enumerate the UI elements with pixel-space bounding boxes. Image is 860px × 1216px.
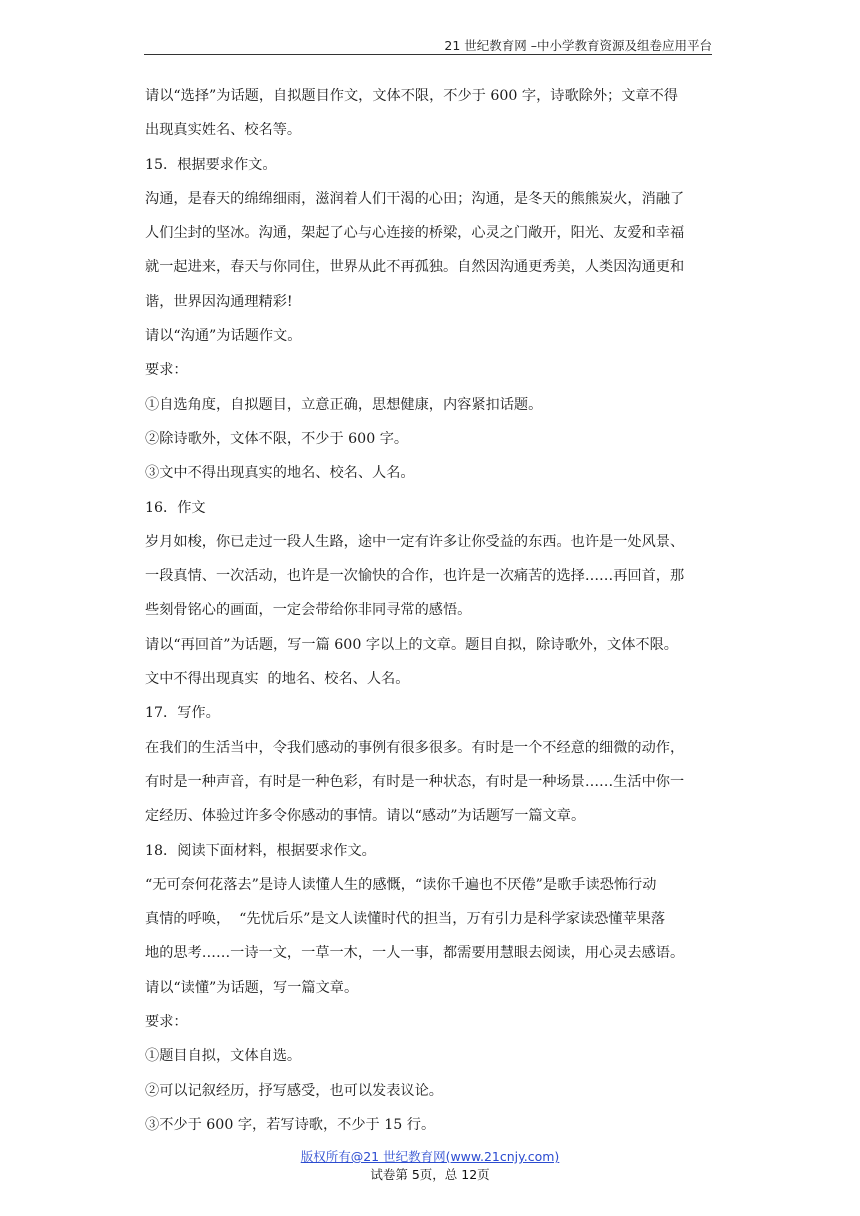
text-line: 请以“读懂”为话题，写一篇文章。 <box>145 979 359 996</box>
question-heading: 16．作文 <box>145 499 206 516</box>
text-line: 地的思考……一诗一文，一草一木，一人一事，都需要用慧眼去阅读，用心灵去感语。 <box>145 945 685 962</box>
text-line: “无可奈何花落去”是诗人读懂人生的感慨，“读你千遍也不厌倦”是歌手读恐怖行动 <box>145 876 657 893</box>
question-heading: 18．阅读下面材料，根据要求作文。 <box>145 842 376 859</box>
requirement-item: ③不少于 600 字，若写诗歌，不少于 15 行。 <box>145 1116 436 1133</box>
text-line: 有时是一种声音，有时是一种色彩，有时是一种状态，有时是一种场景……生活中你一 <box>145 773 685 790</box>
text-line: 谐，世界因沟通理精彩! <box>145 293 293 310</box>
text-line: 真情的呼唤， “先忧后乐”是文人读懂时代的担当，万有引力是科学家读恐懂苹果落 <box>145 911 666 928</box>
text-line: 岁月如梭，你已走过一段人生路，途中一定有许多让你受益的东西。也许是一处风景、 <box>145 533 685 550</box>
text-line: 就一起进来，春天与你同住，世界从此不再孤独。自然因沟通更秀美，人类因沟通更和 <box>145 259 685 276</box>
requirement-item: ②除诗歌外，文体不限，不少于 600 字。 <box>145 430 409 447</box>
requirement-item: ③文中不得出现真实的地名、校名、人名。 <box>145 465 415 482</box>
text-line: 请以“沟通”为话题作文。 <box>145 328 302 345</box>
text-line: 文中不得出现真实 的地名、校名、人名。 <box>145 671 410 688</box>
page-number: 试卷第 5页，总 12页 <box>370 1167 490 1182</box>
text-line: 要求： <box>145 1014 188 1031</box>
copyright-link[interactable]: 版权所有@21 世纪教育网(www.21cnjy.com) <box>300 1149 560 1164</box>
text-line: 在我们的生活当中，令我们感动的事例有很多很多。有时是一个不经意的细微的动作， <box>145 739 685 756</box>
text-line: 沟通，是春天的绵绵细雨，滋润着人们干渴的心田；沟通，是冬天的熊熊炭火，消融了 <box>145 190 685 207</box>
text-line: 定经历、体验过许多令你感动的事情。请以“感动”为话题写一篇文章。 <box>145 808 586 825</box>
text-line: 请以“选择”为话题，自拟题目作文，文体不限，不少于 600 字，诗歌除外；文章不得 <box>145 88 678 104</box>
page-header: 21 世纪教育网 –中小学教育资源及组卷应用平台 <box>444 38 712 53</box>
text-line: 人们尘封的坚冰。沟通，架起了心与心连接的桥梁，心灵之门敞开，阳光、友爱和幸福 <box>145 225 685 242</box>
text-line: 一段真情、一次活动，也许是一次愉快的合作，也许是一次痛苦的选择……再回首，那 <box>145 568 685 585</box>
text-line: 些刻骨铭心的画面，一定会带给你非同寻常的感悟。 <box>145 602 472 619</box>
requirement-item: ①自选角度，自拟题目，立意正确，思想健康，内容紧扣话题。 <box>145 396 543 413</box>
document-body <box>145 79 720 1142</box>
question-heading: 17．写作。 <box>145 705 220 722</box>
text-line: 要求： <box>145 362 188 379</box>
requirement-item: ②可以记叙经历，抒写感受，也可以发表议论。 <box>145 1082 443 1099</box>
header-rule <box>144 54 712 55</box>
question-heading: 15．根据要求作文。 <box>145 156 277 173</box>
text-line: 请以“再回首”为话题，写一篇 600 字以上的文章。题目自拟，除诗歌外，文体不限。 <box>145 636 678 653</box>
requirement-item: ①题目自拟，文体自选。 <box>145 1048 302 1065</box>
text-line: 出现真实姓名、校名等。 <box>145 122 302 139</box>
